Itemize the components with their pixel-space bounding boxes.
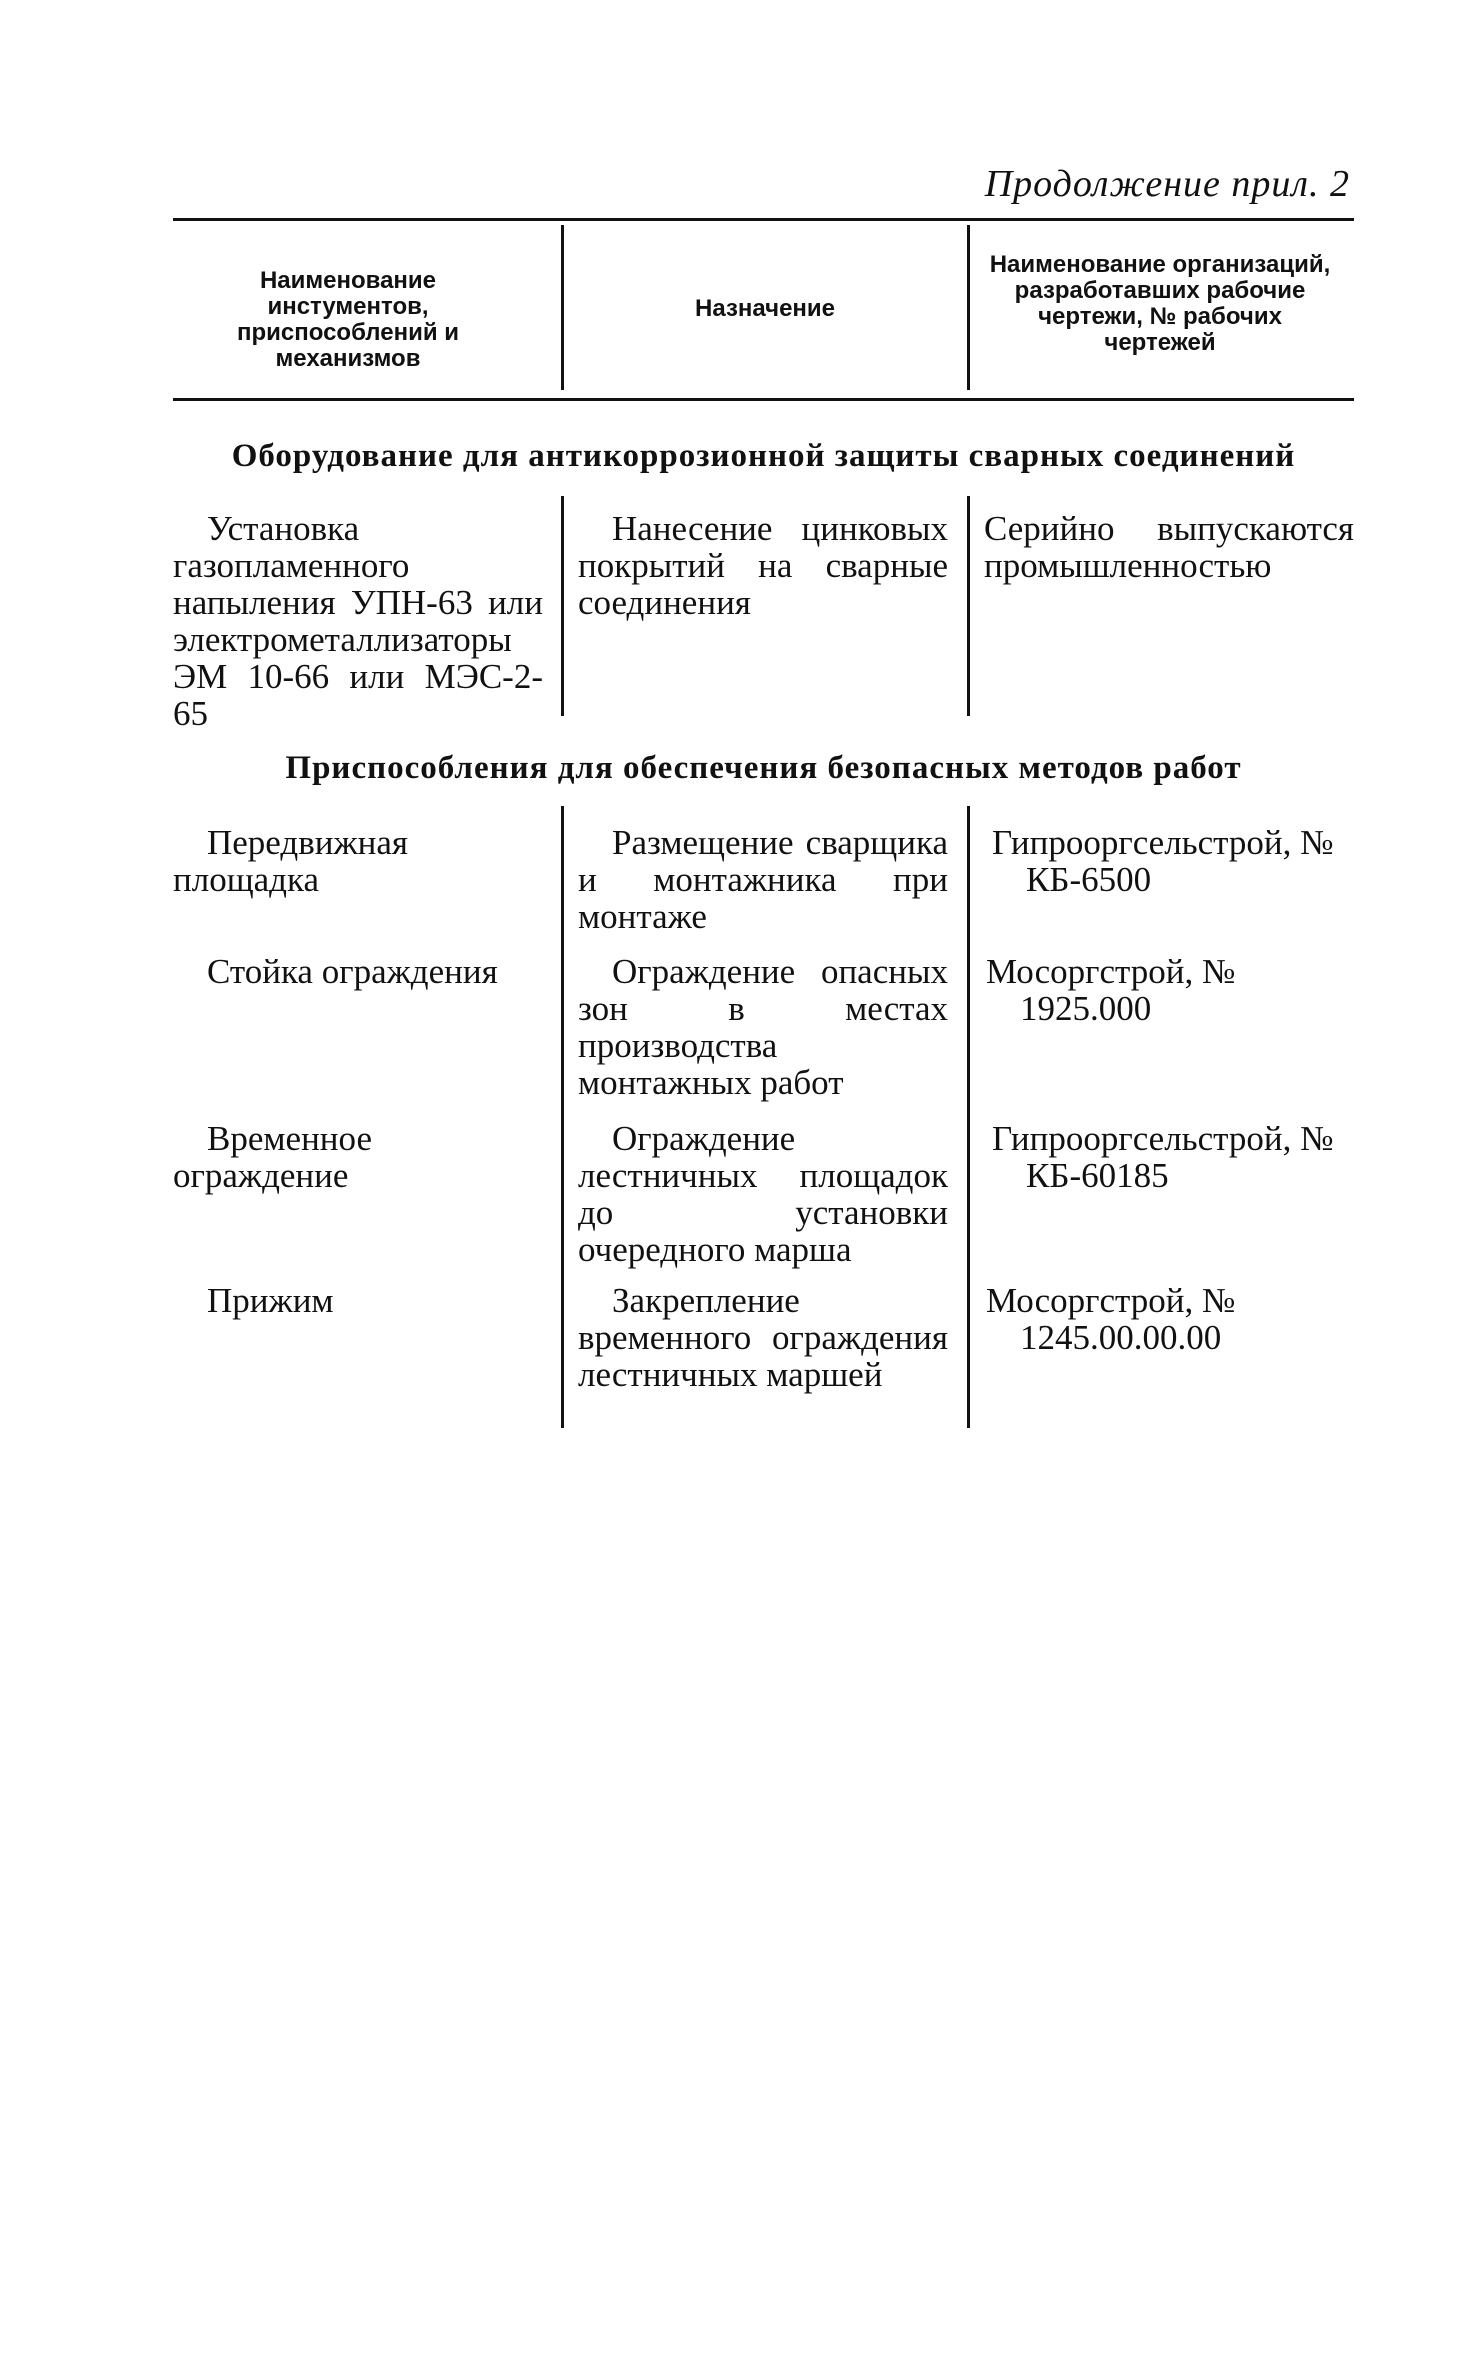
header-bottom-rule: [173, 398, 1354, 401]
section2-divider-2: [967, 806, 970, 1428]
section2-row2-name: Стойка ограждения: [207, 952, 498, 991]
section2-row4-purpose: Закрепление временного ограждения лестничных маршей: [578, 1281, 948, 1394]
running-head: Продолжение прил. 2: [984, 163, 1350, 205]
header-divider-1: [561, 225, 564, 390]
section2-row1-org: Гипрооргсельстрой, № КБ-6500: [992, 823, 1334, 899]
header-divider-2: [967, 225, 970, 390]
section2-row2-org: Мосоргстрой, № 1925.000: [986, 952, 1236, 1028]
section2-row3-org: Гипрооргсельстрой, № КБ-60185: [992, 1119, 1334, 1195]
section2-title: Приспособления для обеспечения безопасных методов работ: [285, 750, 1242, 786]
section1-divider-1: [561, 496, 564, 716]
table-top-rule: [173, 218, 1354, 221]
section2-row4-org: Мосоргстрой, № 1245.00.00.00: [986, 1281, 1236, 1357]
header-col-organization: Наименование организаций, разработавших рабочие чертежи, № рабочих чертежей: [989, 251, 1331, 356]
section2-row2-purpose: Ограждение опасных зон в местах производства монтажных работ: [578, 952, 948, 1102]
section2-row3-name: Временное ограждение: [173, 1119, 372, 1195]
section2-divider-1: [561, 806, 564, 1428]
section1-title: Оборудование для антикоррозионной защиты сварных соединений: [231, 438, 1296, 474]
section1-divider-2: [967, 496, 970, 716]
header-col-purpose: Назначение: [694, 295, 836, 322]
section2-row4-name: Прижим: [207, 1281, 334, 1320]
section2-row1-name: Передвижная площадка: [173, 823, 408, 899]
section2-row1-purpose: Размещение сварщика и монтажника при монтаже: [578, 823, 948, 936]
section1-row1-org: Серийно выпускаются промышленностью: [984, 509, 1354, 585]
section2-row3-purpose: Ограждение лестничных площадок до установки очередного марша: [578, 1119, 948, 1269]
section1-row1-name: Установка газопламенного напыления УПН-63 или электрометаллизаторы ЭМ 10-66 или МЭС-2-65: [173, 509, 543, 733]
section1-row1-purpose: Нанесение цинковых покрытий на сварные соединения: [578, 509, 948, 622]
header-col-name: Наименование инстументов, приспособлений и механизмов: [236, 267, 460, 372]
